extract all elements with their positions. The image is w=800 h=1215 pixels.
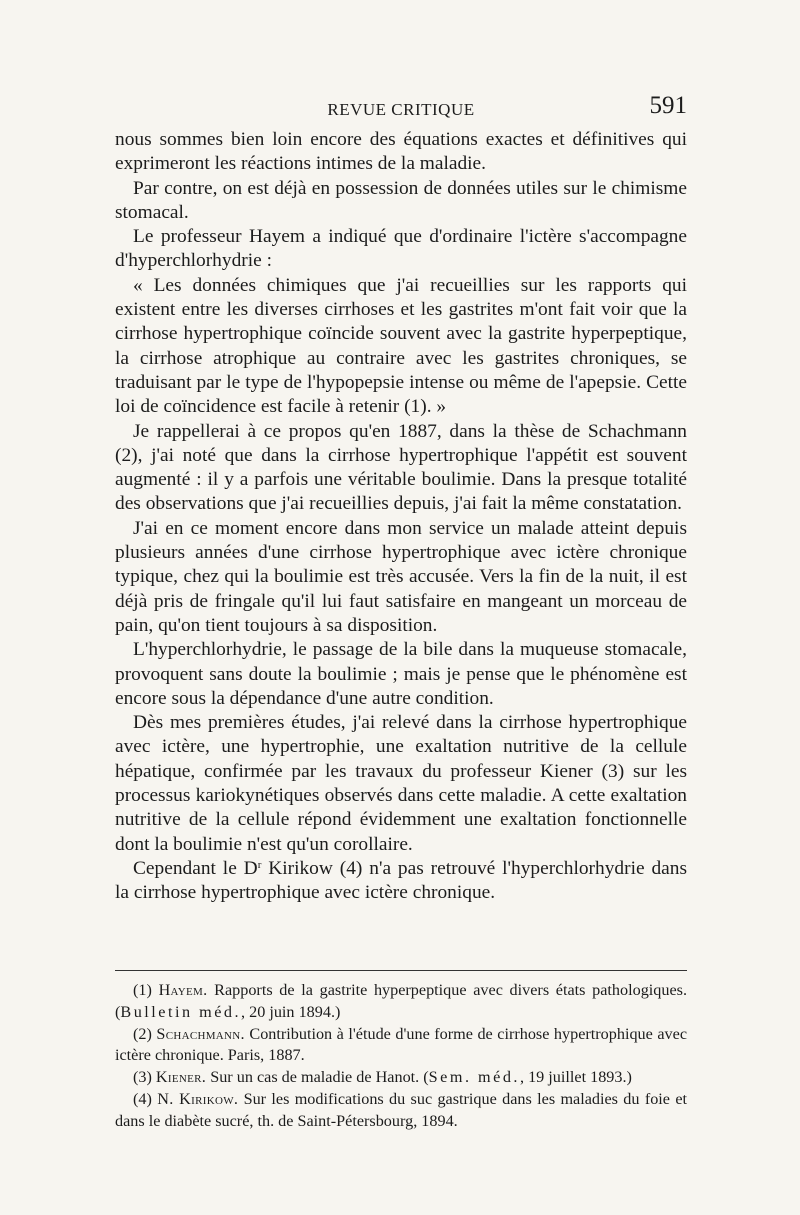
footnote-author: Schachmann.	[156, 1024, 245, 1043]
footnote-text: Contribution à l'étude d'une forme de cirrhose hypertrophique avec ictère chronique. Paris, 1887.	[115, 1024, 687, 1065]
paragraph: nous sommes bien loin encore des équations exactes et définitives qui exprimeront les réactions intimes de la maladie.	[115, 129, 687, 175]
footnote	[115, 1089, 687, 1133]
footnote-text: Sur un cas de maladie de Hanot. (	[206, 1068, 429, 1087]
paragraph: Je rappellerai à ce propos qu'en 1887, dans la thèse de Schachmann (2), j'ai noté que dans la cirrhose hypertrophique l'appétit est souvent augmenté : il y a parfois une véritable boulimie. Dans la presque totalité des observations que j'ai recueillies depuis, j'ai fait la même constatation.	[115, 420, 687, 515]
footnote-journal: Bulletin méd.	[120, 1002, 242, 1021]
footnote-divider	[115, 970, 687, 971]
footnote	[115, 1067, 687, 1089]
body-text	[115, 128, 687, 906]
footnote-author: Hayem.	[158, 981, 208, 999]
footnote-journal: Sem. méd.	[428, 1068, 520, 1087]
footnote-number: (1)	[133, 981, 152, 999]
running-title: REVUE CRITIQUE	[327, 100, 475, 119]
paragraph: Par contre, on est déjà en possession de données utiles sur le chimisme stomacal.	[115, 177, 687, 223]
page-number: 591	[649, 92, 687, 119]
paragraph-text: Cependant le D	[133, 857, 258, 879]
footnotes	[115, 980, 687, 1133]
footnote-number: (2)	[133, 1024, 152, 1043]
quote-paragraph: « Les données chimiques que j'ai recueillies sur les rapports qui existent entre les diverses cirrhoses et les gastrites m'ont fait voir que la cirrhose hypertrophique coïncide souvent avec la gastrite hyperpeptique, la cirrhose atrophique au contraire avec les gastrites chroniques, se traduisant par le type de l'hypopepsie intense ou même de l'apepsie. Cette loi de coïncidence est facile à retenir (1). »	[115, 274, 687, 418]
footnote	[115, 1024, 687, 1068]
page-header	[115, 92, 687, 128]
footnote-number: (3)	[133, 1068, 152, 1087]
paragraph-text: Kirikow (4) n'a pas retrouvé l'hyperchlorhydrie dans la cirrhose hypertrophique avec ictère chronique.	[115, 857, 687, 904]
paragraph	[115, 857, 687, 906]
superscript: r	[257, 858, 262, 871]
footnote-author: Kiener.	[155, 1068, 207, 1087]
paragraph: Le professeur Hayem a indiqué que d'ordinaire l'ictère s'accompagne d'hyperchlorhydrie :	[115, 226, 687, 272]
footnote	[115, 980, 687, 1024]
footnote-text: , 19 juillet 1893.)	[519, 1068, 632, 1087]
footnote-text: Rapports de la gastrite hyperpeptique avec divers états pathologiques. (	[115, 981, 688, 1021]
footnote-author: N. Kirikow.	[157, 1089, 239, 1108]
paragraph: L'hyperchlorhydrie, le passage de la bile dans la muqueuse stomacale, provoquent sans doute la boulimie ; mais je pense que le phénomène est encore sous la dépendance d'une autre condition.	[115, 639, 687, 709]
paragraph: J'ai en ce moment encore dans mon service un malade atteint depuis plusieurs années d'une cirrhose hypertrophique avec ictère chronique typique, chez qui la boulimie est très accusée. Vers la fin de la nuit, il est déjà pris de fringale qu'il lui faut satisfaire en mangeant un morceau de pain, qu'on tient toujours à sa disposition.	[115, 517, 687, 636]
paragraph: Dès mes premières études, j'ai relevé dans la cirrhose hypertrophique avec ictère, une hypertrophie, une exaltation nutritive de la cellule hépatique, confirmée par les travaux du professeur Kiener (3) sur les processus kariokynétiques observés dans cette maladie. A cette exaltation nutritive de la cellule répond évidemment une exaltation fonctionnelle dont la boulimie n'est qu'un corollaire.	[115, 712, 687, 855]
footnote-number: (4)	[133, 1089, 152, 1108]
footnote-text: Sur les modifications du suc gastrique dans les maladies du foie et dans le diabète sucré, th. de Saint-Pétersbourg, 1894.	[115, 1089, 687, 1130]
footnote-text: , 20 juin 1894.)	[241, 1002, 341, 1021]
